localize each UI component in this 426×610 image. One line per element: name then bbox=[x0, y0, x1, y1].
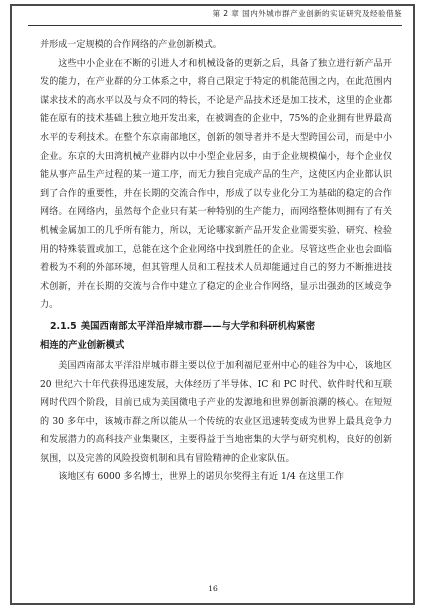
section-number: 2.1.5 bbox=[50, 320, 77, 332]
paragraph-continued: 并形成一定规模的合作网络的产业创新模式。 bbox=[40, 40, 222, 50]
section-title-line1: 美国西南部太平洋沿岸城市群——与大学和科研机构紧密 bbox=[80, 320, 316, 332]
running-header: 第 2 章 国内外城市群产业创新的实证研究及经验借鉴 bbox=[212, 9, 402, 18]
page-number: 16 bbox=[208, 584, 218, 593]
paragraph-tokyo-smes: 这些中小企业在不断的引进人才和机械设备的更新之后，具备了独立进行新产品开发的能力，在产业群的分工体系之中，将自己限定于特定的机能范围之内，在此范围内谋求技术的高水平以及与众不同的特长，不论是产品技术还是加工技术，这里的企业都能在原有的技术基础上独立地开发出来，在被调查的企业中，75%的企业拥有世界最高水平的专利技术。在整个东京南部地区，创新的领导者并不是大型跨国公司，而是中小企业。东京的大田湾机械产业群内以中小型企业居多，由于企业规模偏小，每个企业仅能从事产品生产过程的某一道工序，而无力独自完成产品的生产，这使区内企业都认识到了合作的重要性，并在长期的交流合作中，形成了以专业化分工为基础的稳定的合作网络。在网络内，虽然每个企业只有某一种特别的生产能力，而网络整体则拥有了有关机械金属加工的几乎所有能力，所以，无论哪家新产品开发企业需要实验、研究、检验用的特殊装置或加工，总能在这个企业网络中找到胜任的企业。尽管这些企业也会面临着极为不利的外部环境，但其管理人员和工程技术人员却能通过自己的努力不断推进技术创新，并在长期的交流与合作中建立了稳定的企业合作网络，显示出强劲的区域竞争力。 bbox=[40, 58, 392, 311]
page-content bbox=[40, 36, 392, 487]
paragraph-silicon-valley: 美国西南部太平洋沿岸城市群主要以位于加利福尼亚州中心的硅谷为中心，该地区 20 世纪六十年代获得迅速发展，大体经历了半导体、IC 和 PC 时代、软件时代和互联网时代四个阶段，目前已成为美国微电子产业的发源地和世界创新浪潮的核心。在短短的 30 多年中，该城市群之所以能从一个传统的农业区迅速转变成为世界上最具竞争力和发展潜力的高科技产业集聚区，主要得益于当地密集的大学与研究机构，良好的创新氛围，以及完善的风险投资机制和具有冒险精神的企业家队伍。 bbox=[40, 360, 392, 464]
paragraph-phd-count: 该地区有 6000 多名博士，世界上的诺贝尔奖得主有近 1/4 在这里工作 bbox=[58, 472, 344, 483]
section-heading bbox=[40, 317, 392, 355]
header-rule bbox=[28, 25, 402, 26]
section-title-line2: 相连的产业创新模式 bbox=[40, 339, 125, 351]
